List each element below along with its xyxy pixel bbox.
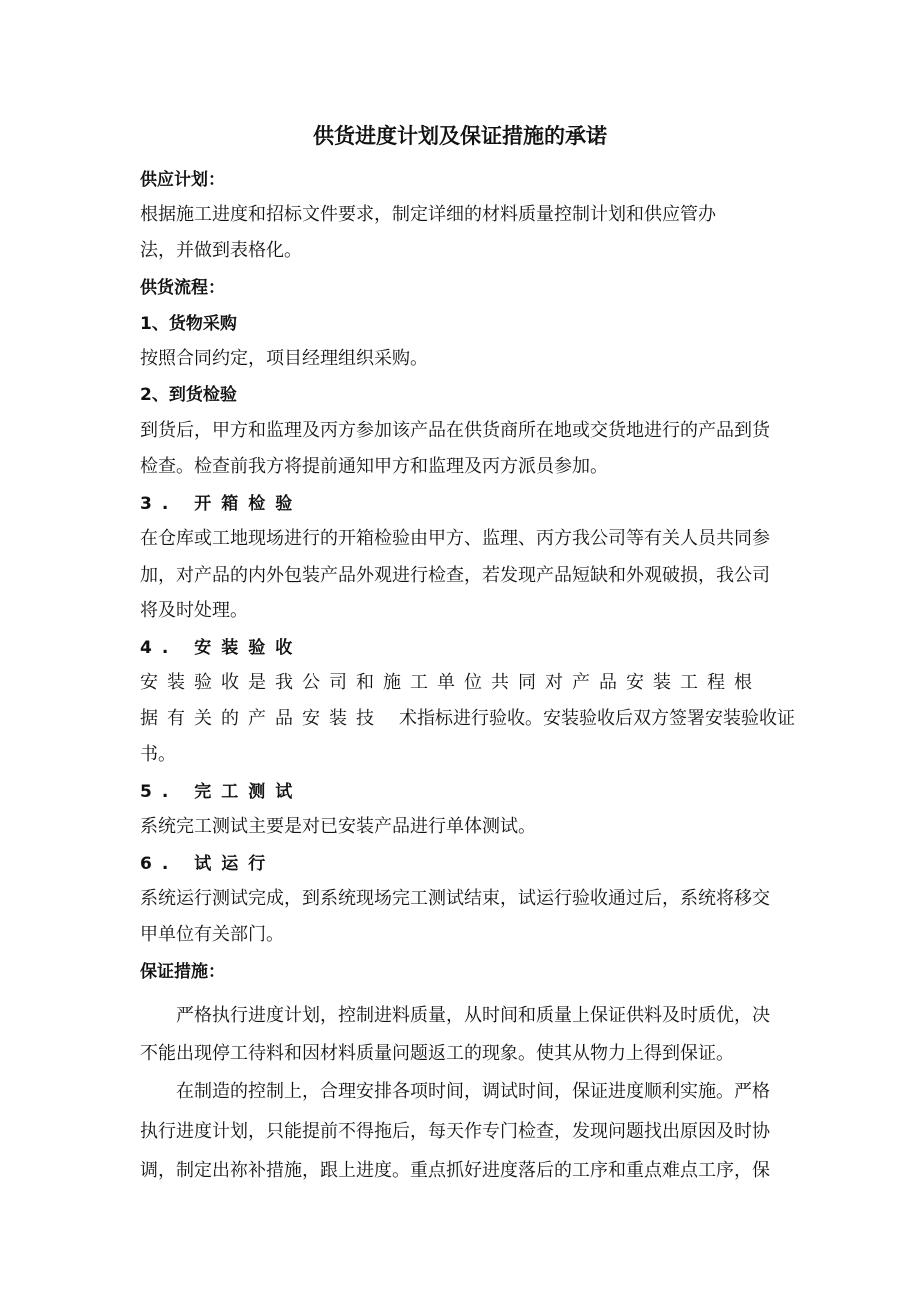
- measures-heading: 保证措施：: [140, 962, 225, 982]
- supply-plan-heading: 供应计划：: [140, 170, 225, 190]
- body-line: 加，对产品的内外包装产品外观进行检查，若发现产品短缺和外观破损，我公司: [140, 565, 770, 586]
- step-heading: 5. 完工测试: [140, 782, 303, 802]
- body-line: 在仓库或工地现场进行的开箱检验由甲方、监理、丙方我公司等有关人员共同参: [140, 528, 770, 549]
- process-heading: 供货流程：: [140, 278, 225, 298]
- body-line: 根据施工进度和招标文件要求，制定详细的材料质量控制计划和供应管办: [140, 204, 716, 225]
- body-line: 据有关的产品安装技: [140, 708, 383, 729]
- body-line: 严格执行进度计划，控制进料质量，从时间和质量上保证供料及时质优，决: [176, 1005, 770, 1026]
- body-line: 按照合同约定，项目经理组织采购。: [140, 348, 428, 369]
- body-line: 调，制定出祢补措施，跟上进度。重点抓好进度落后的工序和重点难点工序，保: [140, 1160, 770, 1181]
- body-line: 安装验收是我公司和施工单位共同对产品安装工程根: [140, 672, 761, 693]
- doc-title: 供货进度计划及保证措施的承诺: [313, 124, 607, 148]
- body-line: 系统运行测试完成，到系统现场完工测试结束，试运行验收通过后，系统将移交: [140, 888, 770, 909]
- step-heading: 6. 试运行: [140, 854, 276, 874]
- body-line: 法，并做到表格化。: [140, 240, 302, 261]
- body-line: 检查。检查前我方将提前通知甲方和监理及丙方派员参加。: [140, 456, 608, 477]
- body-line: 书。: [140, 744, 176, 765]
- body-line: 系统完工测试主要是对已安装产品进行单体测试。: [140, 816, 536, 837]
- step-heading: 2、到货检验: [140, 385, 237, 405]
- body-line: 执行进度计划，只能提前不得拖后，每天作专门检查，发现问题找出原因及时协: [140, 1121, 770, 1142]
- body-line: 将及时处理。: [140, 600, 248, 621]
- body-line: 不能出现停工待料和因材料质量问题返工的现象。使其从物力上得到保证。: [140, 1043, 734, 1064]
- body-line: 甲单位有关部门。: [140, 924, 284, 945]
- step-heading: 4. 安装验收: [140, 638, 303, 658]
- step-heading: 1、货物采购: [140, 314, 237, 334]
- body-line: 到货后，甲方和监理及丙方参加该产品在供货商所在地或交货地进行的产品到货: [140, 420, 770, 441]
- body-line: 在制造的控制上，合理安排各项时间，调试时间，保证进度顺利实施。严格: [176, 1081, 770, 1102]
- step-heading: 3. 开箱检验: [140, 494, 303, 514]
- body-line: 术指标进行验收。安装验收后双方签署安装验收证: [399, 708, 795, 729]
